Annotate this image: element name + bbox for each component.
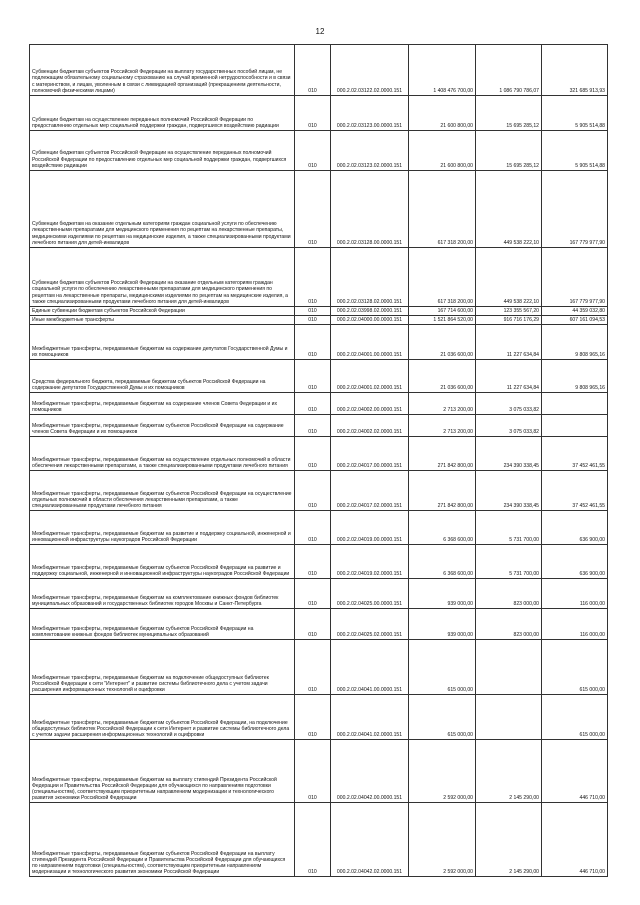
table-row [30, 803, 608, 877]
table-row [30, 471, 608, 511]
row-executed-amount: 5 731 700,00 [476, 545, 542, 579]
row-unexecuted-amount: 615 000,00 [542, 640, 608, 695]
row-unexecuted-amount: 636 900,00 [542, 511, 608, 545]
row-unexecuted-amount: 9 808 965,16 [542, 325, 608, 360]
table-row [30, 248, 608, 307]
row-approved-amount: 21 036 600,00 [409, 360, 476, 393]
row-description: Субвенции бюджетам на оказание отдельным категориям граждан социальной услуги по обеспечению лекарственными препаратами для медицинского применения по рецептам на лекарственные препараты, медицинскими изделиями по рецептам на медицинские изделия, а также специализированными продуктами лечебного питания для детей-инвалидов [30, 171, 295, 248]
row-executed-amount: 11 227 634,84 [476, 360, 542, 393]
row-unexecuted-amount: 615 000,00 [542, 695, 608, 740]
row-budget-code: 000.2.02.04042.00.0000.151 [331, 740, 409, 803]
row-line-code: 010 [295, 545, 331, 579]
row-executed-amount: 449 538 222,10 [476, 248, 542, 307]
row-description: Межбюджетные трансферты, передаваемые бюджетам субъектов Российской Федерации на содержание членов Совета Федерации и их помощников [30, 415, 295, 437]
row-approved-amount: 2 713 200,00 [409, 393, 476, 415]
row-approved-amount: 6 368 600,00 [409, 545, 476, 579]
row-description: Средства федерального бюджета, передаваемые бюджетам субъектов Российской Федерации на содержание депутатов Государственной Думы и их помощников [30, 360, 295, 393]
row-description: Единые субвенции бюджетам субъектов Российской Федерации [30, 307, 295, 316]
row-budget-code: 000.2.02.04001.00.0000.151 [331, 325, 409, 360]
table-row [30, 740, 608, 803]
row-budget-code: 000.2.02.04002.00.0000.151 [331, 393, 409, 415]
row-executed-amount: 2 145 290,00 [476, 803, 542, 877]
row-executed-amount: 3 075 033,82 [476, 393, 542, 415]
table-row [30, 96, 608, 131]
row-executed-amount: 449 538 222,10 [476, 171, 542, 248]
row-executed-amount: 5 731 700,00 [476, 511, 542, 545]
row-executed-amount [476, 695, 542, 740]
table-row [30, 511, 608, 545]
row-line-code: 010 [295, 511, 331, 545]
row-line-code: 010 [295, 695, 331, 740]
row-line-code: 010 [295, 579, 331, 609]
row-description: Межбюджетные трансферты, передаваемые бюджетам на подключение общедоступных библиотек Российской Федерации к сети "Интернет" и развитие системы библиотечного дела с учетом задачи расширения информационных технологий и оцифровки [30, 640, 295, 695]
row-unexecuted-amount: 5 905 514,88 [542, 131, 608, 171]
row-approved-amount: 939 000,00 [409, 609, 476, 640]
table-row [30, 360, 608, 393]
row-approved-amount: 21 600 800,00 [409, 96, 476, 131]
row-budget-code: 000.2.02.04025.02.0000.151 [331, 609, 409, 640]
row-approved-amount: 6 368 600,00 [409, 511, 476, 545]
row-budget-code: 000.2.02.04041.00.0000.151 [331, 640, 409, 695]
row-description: Межбюджетные трансферты, передаваемые бюджетам на содержание депутатов Государственной Думы и их помощников [30, 325, 295, 360]
row-unexecuted-amount: 5 905 514,88 [542, 96, 608, 131]
row-approved-amount: 617 318 200,00 [409, 248, 476, 307]
row-line-code: 010 [295, 803, 331, 877]
row-description: Субвенции бюджетам субъектов Российской Федерации на осуществление переданных полномочий Российской Федерации по предоставлению отдельных мер социальной поддержки граждан, подвергшихся воздействию радиации [30, 131, 295, 171]
row-executed-amount: 916 716 176,29 [476, 316, 542, 325]
row-description: Субвенции бюджетам субъектов Российской Федерации на оказание отдельным категориям граждан социальной услуги по обеспечению лекарственными препаратами для медицинского применения по рецептам на лекарственные препараты, медицинскими изделиями по рецептам на медицинские изделия, а также специализированными продуктами лечебного питания для детей-инвалидов [30, 248, 295, 307]
row-unexecuted-amount: 167 779 977,90 [542, 171, 608, 248]
row-unexecuted-amount: 9 808 965,16 [542, 360, 608, 393]
row-description: Межбюджетные трансферты, передаваемые бюджетам субъектов Российской Федерации на развитие и поддержку социальной, инженерной и инновационной инфраструктуры наукоградов Российской Федерации [30, 545, 295, 579]
row-line-code: 010 [295, 609, 331, 640]
row-approved-amount: 615 000,00 [409, 640, 476, 695]
row-approved-amount: 2 592 000,00 [409, 740, 476, 803]
row-approved-amount: 617 318 200,00 [409, 171, 476, 248]
row-unexecuted-amount: 636 900,00 [542, 545, 608, 579]
row-line-code: 010 [295, 325, 331, 360]
page-number: 12 [315, 27, 325, 36]
row-description: Межбюджетные трансферты, передаваемые бюджетам субъектов Российской Федерации, на подключение общедоступных библиотек Российской Федерации к сети Интернет и развитие системы библиотечного дела с учетом задачи расширения информационных технологий и оцифровки [30, 695, 295, 740]
table-row [30, 609, 608, 640]
row-unexecuted-amount: 116 000,00 [542, 609, 608, 640]
row-executed-amount: 823 000,00 [476, 609, 542, 640]
row-approved-amount: 939 000,00 [409, 579, 476, 609]
row-approved-amount: 167 714 600,00 [409, 307, 476, 316]
row-unexecuted-amount: 607 161 094,53 [542, 316, 608, 325]
row-budget-code: 000.2.02.04019.02.0000.151 [331, 545, 409, 579]
table-row [30, 316, 608, 325]
row-budget-code: 000.2.02.03128.02.0000.151 [331, 248, 409, 307]
row-executed-amount: 123 355 567,20 [476, 307, 542, 316]
table-row [30, 131, 608, 171]
row-approved-amount: 271 842 800,00 [409, 437, 476, 471]
row-line-code: 010 [295, 131, 331, 171]
row-approved-amount: 1 408 476 700,00 [409, 45, 476, 96]
row-unexecuted-amount: 446 710,00 [542, 803, 608, 877]
row-line-code: 010 [295, 248, 331, 307]
row-budget-code: 000.2.02.03122.02.0000.151 [331, 45, 409, 96]
row-approved-amount: 21 600 800,00 [409, 131, 476, 171]
row-line-code: 010 [295, 316, 331, 325]
row-description: Межбюджетные трансферты, передаваемые бюджетам на комплектование книжных фондов библиотек муниципальных образований и государственных библиотек городов Москвы и Санкт-Петербурга [30, 579, 295, 609]
row-budget-code: 000.2.02.04017.00.0000.151 [331, 437, 409, 471]
row-approved-amount: 271 842 800,00 [409, 471, 476, 511]
table-row [30, 45, 608, 96]
row-line-code: 010 [295, 307, 331, 316]
table-row [30, 640, 608, 695]
row-line-code: 010 [295, 45, 331, 96]
row-budget-code: 000.2.02.03123.02.0000.151 [331, 131, 409, 171]
row-executed-amount: 15 695 285,12 [476, 131, 542, 171]
row-line-code: 010 [295, 96, 331, 131]
row-description: Межбюджетные трансферты, передаваемые бюджетам субъектов Российской Федерации на комплектование книжных фондов библиотек муниципальных образований [30, 609, 295, 640]
row-unexecuted-amount: 446 710,00 [542, 740, 608, 803]
row-budget-code: 000.2.02.04025.00.0000.151 [331, 579, 409, 609]
row-budget-code: 000.2.02.04041.02.0000.151 [331, 695, 409, 740]
row-line-code: 010 [295, 740, 331, 803]
row-description: Межбюджетные трансферты, передаваемые бюджетам субъектов Российской Федерации на выплату стипендий Президента Российской Федерации и Правительства Российской Федерации для обучающихся по направлениям подготовки (специальностям), соответствующим приоритетным направлениям модернизации и технологического развития экономики Российской Федерации [30, 803, 295, 877]
row-description: Иные межбюджетные трансферты [30, 316, 295, 325]
row-executed-amount: 2 145 290,00 [476, 740, 542, 803]
row-unexecuted-amount: 167 779 977,90 [542, 248, 608, 307]
row-budget-code: 000.2.02.04002.02.0000.151 [331, 415, 409, 437]
row-approved-amount: 2 713 200,00 [409, 415, 476, 437]
row-line-code: 010 [295, 171, 331, 248]
budget-table [29, 44, 608, 877]
row-unexecuted-amount: 321 685 913,93 [542, 45, 608, 96]
row-executed-amount: 234 390 338,45 [476, 437, 542, 471]
table-row [30, 415, 608, 437]
row-description: Субвенции бюджетам на осуществление переданных полномочий Российской Федерации по предоставлению отдельных мер социальной поддержки граждан, подвергшихся воздействию радиации [30, 96, 295, 131]
row-description: Субвенции бюджетам субъектов Российской Федерации на выплату государственных пособий лицам, не подлежащим обязательному социальному страхованию на случай временной нетрудоспособности и в связи с материнством, и лицам, уволенным в связи с ликвидацией организаций (прекращением деятельности, полномочий физическими лицами) [30, 45, 295, 96]
row-executed-amount: 15 695 285,12 [476, 96, 542, 131]
row-description: Межбюджетные трансферты, передаваемые бюджетам на осуществление отдельных полномочий в области обеспечения лекарственными препаратами, а также специализированными продуктами лечебного питания [30, 437, 295, 471]
row-line-code: 010 [295, 415, 331, 437]
row-approved-amount: 2 592 000,00 [409, 803, 476, 877]
table-row [30, 393, 608, 415]
row-description: Межбюджетные трансферты, передаваемые бюджетам на содержание членов Совета Федерации и их помощников [30, 393, 295, 415]
row-description: Межбюджетные трансферты, передаваемые бюджетам субъектов Российской Федерации на осуществление отдельных полномочий в области обеспечения лекарственными препаратами, а также специализированными продуктами лечебного питания [30, 471, 295, 511]
row-executed-amount: 1 086 790 786,07 [476, 45, 542, 96]
table-row [30, 437, 608, 471]
row-budget-code: 000.2.02.04017.02.0000.151 [331, 471, 409, 511]
row-unexecuted-amount: 116 000,00 [542, 579, 608, 609]
row-budget-code: 000.2.02.03123.00.0000.151 [331, 96, 409, 131]
table-row [30, 171, 608, 248]
row-line-code: 010 [295, 437, 331, 471]
row-executed-amount: 234 390 338,45 [476, 471, 542, 511]
row-unexecuted-amount: 37 452 461,55 [542, 437, 608, 471]
row-budget-code: 000.2.02.04042.02.0000.151 [331, 803, 409, 877]
table-row [30, 579, 608, 609]
row-budget-code: 000.2.02.04000.00.0000.151 [331, 316, 409, 325]
row-approved-amount: 615 000,00 [409, 695, 476, 740]
row-budget-code: 000.2.02.03998.02.0000.151 [331, 307, 409, 316]
row-description: Межбюджетные трансферты, передаваемые бюджетам на развитие и поддержку социальной, инженерной и инновационной инфраструктуры наукоградов Российской Федерации [30, 511, 295, 545]
row-executed-amount [476, 640, 542, 695]
row-unexecuted-amount: 44 359 032,80 [542, 307, 608, 316]
table-row [30, 325, 608, 360]
row-approved-amount: 21 036 600,00 [409, 325, 476, 360]
row-unexecuted-amount [542, 393, 608, 415]
row-line-code: 010 [295, 360, 331, 393]
row-unexecuted-amount: 37 452 461,55 [542, 471, 608, 511]
table-row [30, 545, 608, 579]
row-line-code: 010 [295, 471, 331, 511]
row-executed-amount: 11 227 634,84 [476, 325, 542, 360]
table-row [30, 307, 608, 316]
row-description: Межбюджетные трансферты, передаваемые бюджетам на выплату стипендий Президента Российской Федерации и Правительства Российской Федерации для обучающихся по направлениям подготовки (специальностям), соответствующим приоритетным направлениям модернизации и технологического развития экономики Российской Федерации [30, 740, 295, 803]
row-line-code: 010 [295, 393, 331, 415]
row-executed-amount: 3 075 033,82 [476, 415, 542, 437]
table-row [30, 695, 608, 740]
row-line-code: 010 [295, 640, 331, 695]
row-executed-amount: 823 000,00 [476, 579, 542, 609]
row-budget-code: 000.2.02.03128.00.0000.151 [331, 171, 409, 248]
row-budget-code: 000.2.02.04001.02.0000.151 [331, 360, 409, 393]
row-unexecuted-amount [542, 415, 608, 437]
row-budget-code: 000.2.02.04019.00.0000.151 [331, 511, 409, 545]
row-approved-amount: 1 521 864 520,00 [409, 316, 476, 325]
